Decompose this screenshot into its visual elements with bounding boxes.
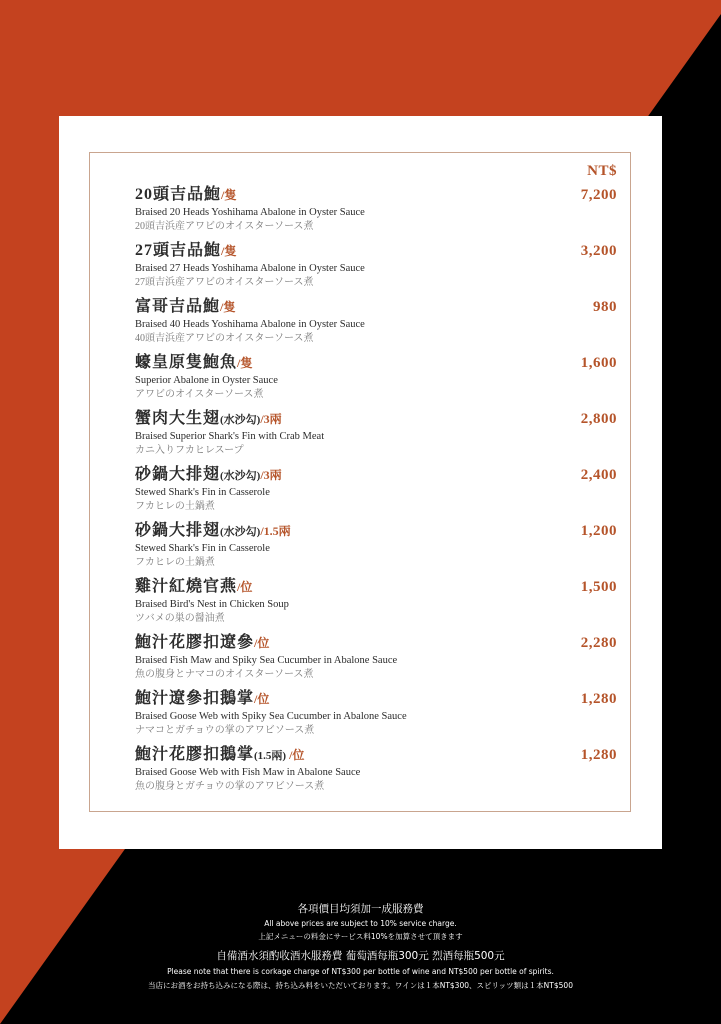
menu-frame [89,152,631,812]
dish-name-ja: 40頭吉浜産アワビのオイスターソース煮 [135,333,314,344]
menu-item-zh-name [135,353,617,373]
dish-name-en: Braised Bird's Nest in Chicken Soup [135,599,289,610]
dish-name-zh: 蟹肉大生翅 [135,410,221,427]
dish-price: 7,200 [580,187,617,203]
dish-name-zh: 鮑汁花膠扣鵝掌 [135,746,255,763]
menu-item-zh-name [135,185,617,205]
dish-name-ja: アワビのオイスターソース煮 [135,389,264,400]
dish-name-en: Stewed Shark's Fin in Casserole [135,543,270,554]
service-charge-zh: 各項價目均須加一成服務費 [297,903,424,915]
dish-name-ja: カニ入りフカヒレスープ [135,445,244,456]
menu-item [135,521,617,577]
menu-item-zh-name [135,745,617,765]
menu-item-zh-name [135,409,617,429]
service-charge-ja: 上記メニューの料金にサービス料10%を加算させて頂きます [258,932,463,941]
menu-item [135,577,617,633]
dish-unit: /3兩 [260,412,282,426]
dish-price: 1,200 [580,523,617,539]
dish-price: 1,280 [580,747,617,763]
menu-item-zh-name [135,577,617,597]
dish-name-en: Stewed Shark's Fin in Casserole [135,487,270,498]
dish-unit: /位 [286,748,305,762]
dish-portion-note: (水沙勾) [220,414,261,426]
dish-name-zh: 20頭吉品鮑 [135,186,222,203]
menu-item [135,465,617,521]
dish-name-ja: 魚の腹身とガチョウの掌のアワビソース煮 [135,781,325,792]
menu-item [135,745,617,801]
dish-unit: /隻 [221,244,237,258]
dish-portion-note: (水沙勾) [220,470,261,482]
dish-name-zh: 砂鍋大排翅 [135,466,221,483]
dish-name-zh: 27頭吉品鮑 [135,242,222,259]
dish-name-en: Braised 27 Heads Yoshihama Abalone in Oyster Sauce [135,263,365,274]
dish-price: 1,500 [580,579,617,595]
dish-price: 2,280 [580,635,617,651]
dish-name-en: Braised Superior Shark's Fin with Crab Meat [135,431,325,442]
corkage-ja: 当店にお酒をお持ち込みになる際は、持ち込み料をいただいております。ワインは１本NT$300、スピリッツ類は１本NT$500 [148,981,573,990]
menu-item-zh-name [135,521,617,541]
dish-name-en: Braised 20 Heads Yoshihama Abalone in Oyster Sauce [135,207,365,218]
menu-item [135,633,617,689]
dish-unit: /位 [237,580,253,594]
menu-item-zh-name [135,241,617,261]
dish-unit: /隻 [220,300,236,314]
dish-price: 3,200 [580,243,617,259]
dish-unit: /1.5兩 [260,524,291,538]
dish-name-ja: 魚の腹身とナマコのオイスターソース煮 [135,669,314,680]
dish-name-zh: 鮑汁花膠扣遼參 [135,634,255,651]
dish-name-ja: 27頭吉浜産アワビのオイスターソース煮 [135,277,314,288]
dish-name-ja: ツバメの巣の醤油煮 [135,613,225,624]
menu-item-zh-name [135,633,617,653]
service-charge-en: All above prices are subject to 10% service charge. [264,919,457,928]
dish-name-ja: 20頭吉浜産アワビのオイスターソース煮 [135,221,314,232]
menu-item-zh-name [135,297,617,317]
dish-name-zh: 砂鍋大排翅 [135,522,221,539]
menu-item [135,409,617,465]
dish-portion-note: (水沙勾) [220,526,261,538]
dish-unit: /3兩 [260,468,282,482]
dish-name-en: Braised Goose Web with Fish Maw in Abalone Sauce [135,767,361,778]
menu-item [135,689,617,745]
dish-portion-note: (1.5兩) [254,750,287,762]
footer-notes [0,900,721,993]
menu-item-zh-name [135,465,617,485]
dish-name-en: Braised Goose Web with Spiky Sea Cucumber in Abalone Sauce [135,711,407,722]
dish-name-en: Superior Abalone in Oyster Sauce [135,375,278,386]
menu-item-list [135,185,617,801]
dish-name-ja: フカヒレの土鍋煮 [135,557,215,568]
dish-price: 2,400 [580,467,617,483]
menu-item-zh-name [135,689,617,709]
dish-unit: /位 [254,636,270,650]
dish-name-ja: ナマコとガチョウの掌のアワビソース煮 [135,725,315,736]
corkage-zh: 自備酒水須酌收酒水服務費 葡萄酒每瓶300元 烈酒每瓶500元 [216,950,505,962]
dish-unit: /位 [254,692,270,706]
dish-name-zh: 富哥吉品鮑 [135,298,221,315]
dish-price: 2,800 [580,411,617,427]
dish-name-en: Braised 40 Heads Yoshihama Abalone in Oyster Sauce [135,319,365,330]
dish-price: 1,280 [580,691,617,707]
dish-price: 1,600 [580,355,617,371]
corkage-en: Please note that there is corkage charge of NT$300 per bottle of wine and NT$500 per bottle of spirits. [167,967,554,976]
currency-header: NT$ [587,163,617,179]
menu-item [135,185,617,241]
dish-unit: /隻 [237,356,253,370]
menu-item [135,353,617,409]
dish-name-en: Braised Fish Maw and Spiky Sea Cucumber in Abalone Sauce [135,655,398,666]
dish-name-zh: 鮑汁遼參扣鵝掌 [135,690,255,707]
dish-name-ja: フカヒレの土鍋煮 [135,501,215,512]
dish-name-zh: 雞汁紅燒官燕 [135,578,238,595]
dish-price: 980 [593,299,617,315]
menu-item [135,241,617,297]
menu-item [135,297,617,353]
menu-card [59,116,662,849]
dish-unit: /隻 [221,188,237,202]
dish-name-zh: 蠔皇原隻鮑魚 [135,354,238,371]
